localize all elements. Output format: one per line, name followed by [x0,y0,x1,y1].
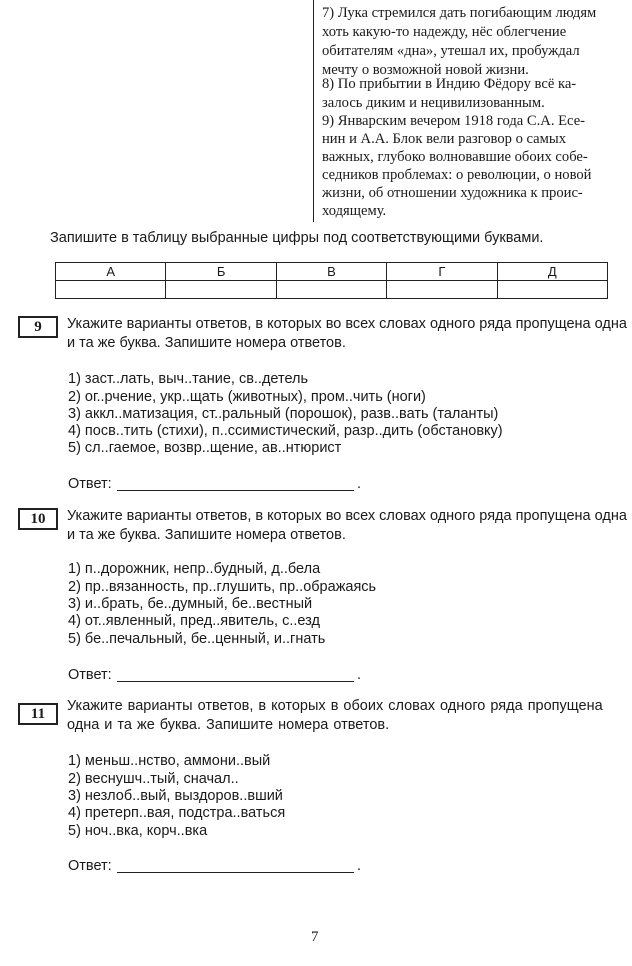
answer-option: 4) претерп..вая, подстра..ваться [68,805,286,821]
sentence-line: важных, глубоко волновавшие обоих собе- [322,149,588,165]
question-line: Укажите варианты ответов, в которых в обоих словах одного ряда пропущена [67,698,603,714]
answer-option: 1) меньш..нство, аммони..вый [68,753,271,769]
answer-table-header: В [276,263,386,281]
question-line: и та же буква. Запишите номера ответов. [67,335,346,351]
task-number-box: 11 [18,703,58,725]
answer-option: 2) ог..рчение, укр..щать (животных), пром..чить (ноги) [68,389,426,405]
previous-task-sentences [313,0,612,222]
answer-option: 3) аккл..матизация, ст..ральный (порошок), разв..вать (таланты) [68,406,499,422]
answer-cell[interactable] [276,281,386,299]
question-line: Укажите варианты ответов, в которых во всех словах одного ряда пропущена одна [67,508,627,524]
answer-table-header: Д [497,263,607,281]
task-question [67,315,627,353]
sentence-line: нин и А.А. Блок вели разговор о самых [322,131,566,147]
answer-table-header-row [56,263,608,281]
answer-label: Ответ: [68,858,112,874]
answer-cell[interactable] [56,281,166,299]
answer-cell[interactable] [166,281,276,299]
answer-blank[interactable] [117,872,354,873]
page-number: 7 [311,929,319,945]
answer-blank[interactable] [117,490,354,491]
sentence-line: хоть какую-то надежду, нёс облегчение [322,24,567,40]
answer-option: 4) посв..тить (стихи), п..ссимистический, разр..дить (обстановку) [68,423,503,439]
question-line: одна и та же буква. Запишите номера ответов. [67,717,390,733]
task-number-box: 10 [18,508,58,530]
sentence-line: седников проблемах: о революции, о новой [322,167,592,183]
answer-option: 2) веснушч..тый, сначал.. [68,771,239,787]
sentence-line: 7) Лука стремился дать погибающим людям [322,5,597,21]
sentence-line: ходящему. [322,203,387,219]
answer-label: Ответ: [68,476,112,492]
sentence-line: залось диким и нецивилизованным. [322,95,545,111]
answer-table-header: Г [387,263,497,281]
answer-option: 3) незлоб..вый, выздоров..вший [68,788,283,804]
answer-table-input-row [56,281,608,299]
sentence-line: обитателям «дна», утешал их, пробуждал [322,43,580,59]
answer-cell[interactable] [497,281,607,299]
task-question [67,507,627,545]
question-line: Укажите варианты ответов, в которых во всех словах одного ряда пропущена одна [67,316,627,332]
task-number-box: 9 [18,316,58,338]
answer-blank[interactable] [117,681,354,682]
answer-period: . [357,667,362,683]
answer-table [55,262,608,299]
answer-option: 5) сл..гаемое, возвр..щение, ав..нтюрист [68,440,342,456]
answer-table-header: А [56,263,166,281]
answer-period: . [357,476,362,492]
question-line: и та же буква. Запишите номера ответов. [67,527,346,543]
answer-label: Ответ: [68,667,112,683]
sentence-line: 8) По прибытии в Индию Фёдору всё ка- [322,76,577,92]
answer-cell[interactable] [387,281,497,299]
sentence-line: мечту о возможной новой жизни. [322,62,529,78]
answer-period: . [357,858,362,874]
answer-option: 3) и..брать, бе..думный, бе..вестный [68,596,313,612]
answer-option: 2) пр..вязанность, пр..глушить, пр..ображаясь [68,579,377,595]
answer-option: 1) заст..лать, выч..тание, св..детель [68,371,309,387]
task-question [67,697,615,735]
answer-option: 5) бе..печальный, бе..ценный, и..гнать [68,631,326,647]
sentence-line: жизни, об отношении художника к проис- [322,185,583,201]
table-instruction: Запишите в таблицу выбранные цифры под соответствующими буквами. [50,230,544,246]
answer-table-header: Б [166,263,276,281]
answer-option: 5) ноч..вка, корч..вка [68,823,208,839]
sentence-line: 9) Январским вечером 1918 года С.А. Есе- [322,113,586,129]
answer-option: 1) п..дорожник, непр..будный, д..бела [68,561,321,577]
answer-option: 4) от..явленный, пред..явитель, с..езд [68,613,320,629]
